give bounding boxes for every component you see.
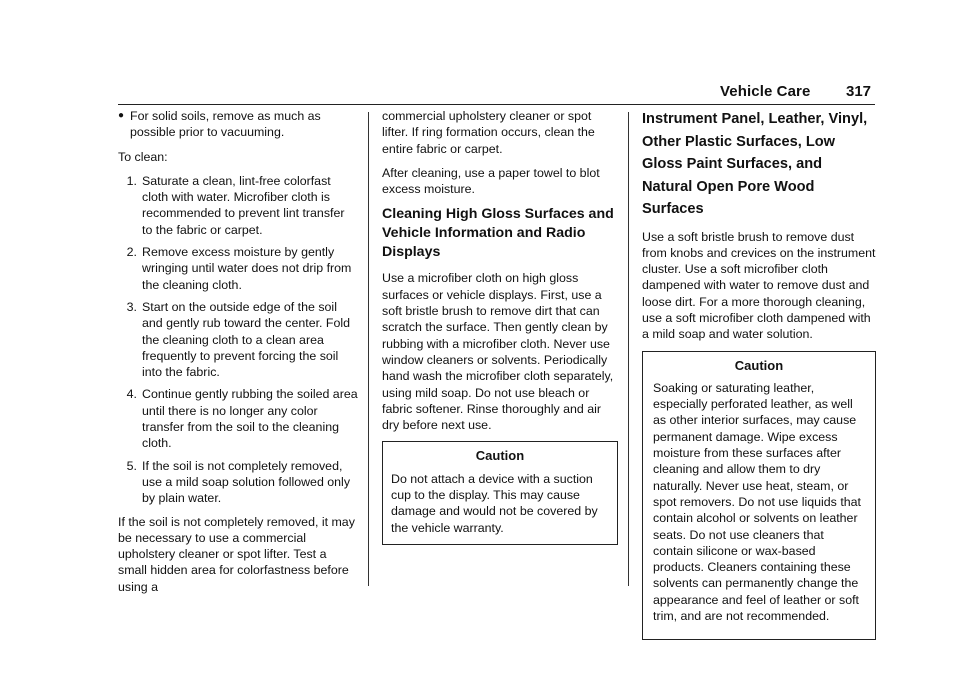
step-text: Remove excess moisture by gently wringing until water does not drip from the cleaning cloth.: [142, 245, 352, 292]
caution-text: Do not attach a device with a suction cup to the display. This may cause damage and would not be covered by the vehicle warranty.: [391, 471, 598, 535]
step-item: [118, 458, 358, 507]
column-3: [642, 108, 876, 640]
section-title: Vehicle Care: [720, 83, 811, 100]
page-number: 317: [846, 83, 872, 100]
caution-box: [642, 351, 876, 641]
step-number: 4.: [126, 387, 137, 402]
section-heading: Cleaning High Gloss Surfaces and Vehicle Information and Radio Displays: [382, 206, 614, 261]
intro-text: To clean:: [118, 149, 168, 164]
after-cleaning-paragraph: After cleaning, use a paper towel to blot excess moisture.: [382, 165, 600, 197]
column-2: [382, 108, 618, 545]
step-item: [118, 386, 358, 451]
caution-box: [382, 441, 618, 544]
step-text: Continue gently rubbing the soiled area until there is no longer any color transfer from the soil to the cleaning cloth.: [142, 387, 358, 451]
step-number: 2.: [126, 245, 137, 260]
bullet-icon: ●: [118, 110, 125, 121]
column-divider: [368, 112, 369, 586]
bullet-item: [118, 108, 358, 141]
column-divider: [628, 112, 629, 586]
bullet-text: For solid soils, remove as much as possible prior to vacuuming.: [130, 109, 321, 140]
caution-title: Caution: [734, 357, 784, 373]
step-item: [118, 299, 358, 380]
step-text: If the soil is not completely removed, use a mild soap solution followed only by plain water.: [142, 458, 351, 506]
header-rule: [118, 104, 875, 105]
step-item: [118, 244, 358, 293]
body-paragraph: Use a microfiber cloth on high gloss surfaces or vehicle displays. First, use a soft bristle brush to remove dirt that can scratch the surface. Then gently clean by rubbing with a microfiber cloth. Never use window cleaners or solvents. Periodically hand wash the microfiber cloth separately, using mild soap. Do not use bleach or fabric softener. Rinse thoroughly and air dry before next use.: [382, 271, 614, 433]
step-number: 3.: [126, 299, 137, 314]
step-text: Start on the outside edge of the soil and gently rub toward the center. Fold the cleaning cloth to a clean area frequently to prevent forcing the soil into the fabric.: [142, 299, 351, 380]
body-paragraph: Use a soft bristle brush to remove dust from knobs and crevices on the instrument cluster. Use a soft microfiber cloth dampened with water to remove dust and loose dirt. For a more thorough cleaning, use a soft microfiber cloth dampened with a mild soap and water solution.: [642, 229, 876, 342]
caution-text: Soaking or saturating leather, especially perforated leather, as well as other interior surfaces, may cause permanent damage. Wipe excess moisture from these surfaces after cleaning and allow them to dry naturally. Never use heat, steam, or spot removers. Do not use liquids that contain alcohol or solvents on leather seats. Do not use cleaners that contain silicone or wax-based products. Cleaners containing these solvents can permanently change the appearance and feel of leather or soft trim, and are not recommended.: [653, 380, 861, 624]
caution-title: Caution: [475, 448, 525, 464]
continuation-paragraph: commercial upholstery cleaner or spot lifter. If ring formation occurs, clean the entire fabric or carpet.: [382, 109, 595, 156]
column-1: [118, 108, 358, 603]
step-number: 5.: [126, 458, 137, 473]
step-number: 1.: [126, 173, 137, 188]
step-item: [118, 173, 358, 238]
closing-paragraph: If the soil is not completely removed, it may be necessary to use a commercial upholstery cleaner or spot lifter. Test a small hidden area for colorfastness before using a: [118, 514, 355, 594]
page-header: [0, 83, 960, 105]
step-text: Saturate a clean, lint-free colorfast cloth with water. Microfiber cloth is recommended to prevent lint transfer to the fabric or carpet.: [142, 173, 345, 237]
cleaning-steps: [118, 173, 358, 507]
section-heading: Instrument Panel, Leather, Vinyl, Other Plastic Surfaces, Low Gloss Paint Surfaces, and Natural Open Pore Wood Surfaces: [642, 111, 868, 217]
